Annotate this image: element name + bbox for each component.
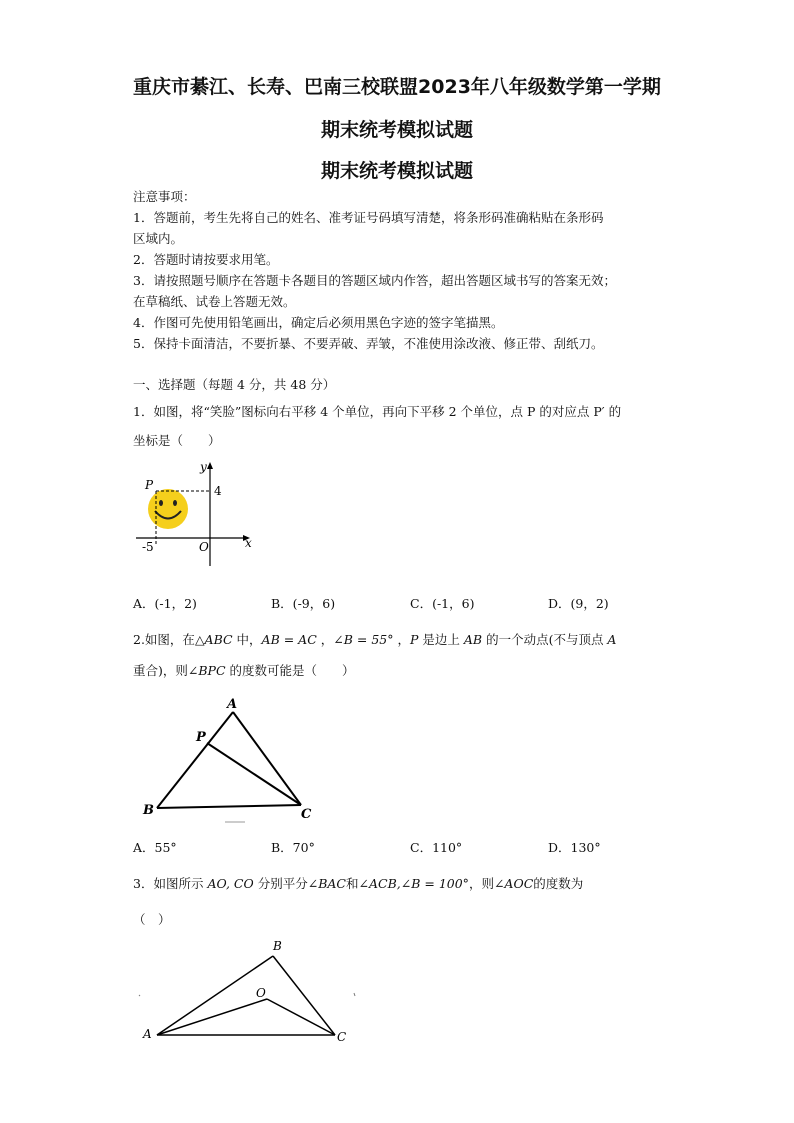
point-p-label: P — [196, 730, 206, 745]
notice-item-1-cont: 区域内。 — [133, 231, 184, 246]
page-title-line-1: 重庆市綦江、长寿、巴南三校联盟2023年八年级数学第一学期 — [133, 76, 661, 98]
origin-label: O — [199, 540, 209, 554]
q3-figure — [135, 935, 365, 1050]
q3-text: 3．如图所示 AO, CO 分别平分∠BAC和∠ACB,∠B = 100°，则∠AOC的度数为 — [133, 876, 584, 891]
notice-item-4: 4．作图可先使用铅笔画出，确定后必须用黑色字迹的签字笔描黑。 — [133, 315, 504, 330]
q3-text-cont: （ ） — [133, 912, 171, 927]
q2-option-b[interactable]: B．70° — [271, 840, 315, 855]
q1-option-b[interactable]: B．(-9，6) — [271, 596, 336, 611]
q1-option-d[interactable]: D．(9，2) — [548, 596, 609, 611]
notice-item-3: 3．请按照题号顺序在答题卡各题目的答题区域内作答，超出答题区域书写的答案无效； — [133, 273, 616, 288]
notice-item-3-cont: 在草稿纸、试卷上答题无效。 — [133, 294, 296, 309]
page-title-line-2: 期末统考模拟试题 — [320, 119, 473, 141]
vertex-a-label: A — [227, 697, 238, 712]
segment-oc — [267, 999, 335, 1035]
q1-option-c[interactable]: C．(-1，6) — [410, 596, 475, 611]
smiley-face-icon — [148, 489, 188, 529]
q2-figure — [135, 690, 325, 830]
q1-text-cont: 坐标是（ ） — [133, 433, 221, 448]
vertex-b-label: B — [273, 939, 282, 953]
q1-option-a[interactable]: A．(-1，2) — [133, 596, 197, 611]
tick-label-neg5: -5 — [142, 540, 154, 554]
point-p-label: P — [145, 478, 154, 492]
vertex-b-label: B — [143, 803, 154, 818]
segment-ab — [157, 712, 233, 808]
y-axis-label: y — [200, 460, 207, 474]
q2-text-cont: 重合)，则∠BPC 的度数可能是（ ） — [133, 663, 355, 678]
section-heading: 一、选择题（每题 4 分，共 48 分） — [133, 377, 336, 392]
page-title-line-3: 期末统考模拟试题 — [320, 160, 473, 182]
vertex-c-label: C — [301, 807, 312, 822]
segment-bc — [157, 805, 301, 808]
segment-ao — [157, 999, 267, 1035]
q2-text: 2.如图，在△ABC 中，AB = AC ，∠B = 55° ，P 是边上 AB 的一个动点(不与顶点 A — [133, 632, 617, 647]
notice-item-2: 2．答题时请按要求用笔。 — [133, 252, 279, 267]
vertex-a-label: A — [143, 1027, 152, 1041]
q2-option-a[interactable]: A．55° — [133, 840, 177, 855]
q1-text: 1．如图，将“笑脸”图标向右平移 4 个单位，再向下平移 2 个单位，点 P 的对应点 P′ 的 — [133, 404, 622, 419]
y-axis-arrow-icon — [207, 462, 213, 469]
notice-item-1: 1．答题前，考生先将自己的姓名、准考证号码填写清楚，将条形码准确粘贴在条形码 — [133, 210, 604, 225]
q1-figure — [130, 458, 260, 573]
q2-option-c[interactable]: C．110° — [410, 840, 463, 855]
q2-option-d[interactable]: D．130° — [548, 840, 601, 855]
scan-mark-right — [354, 993, 355, 996]
x-axis-label: x — [245, 536, 252, 550]
point-o-label: O — [256, 986, 266, 1000]
scan-mark-left — [139, 995, 140, 996]
notice-item-5: 5．保持卡面清洁，不要折暴、不要弄破、弄皱，不准使用涂改液、修正带、刮纸刀。 — [133, 336, 604, 351]
tick-label-4: 4 — [214, 484, 222, 498]
vertex-c-label: C — [337, 1030, 347, 1044]
segment-bc — [273, 956, 335, 1035]
segment-ac — [233, 712, 301, 805]
segment-pc — [207, 743, 301, 805]
notice-heading: 注意事项： — [133, 189, 196, 204]
